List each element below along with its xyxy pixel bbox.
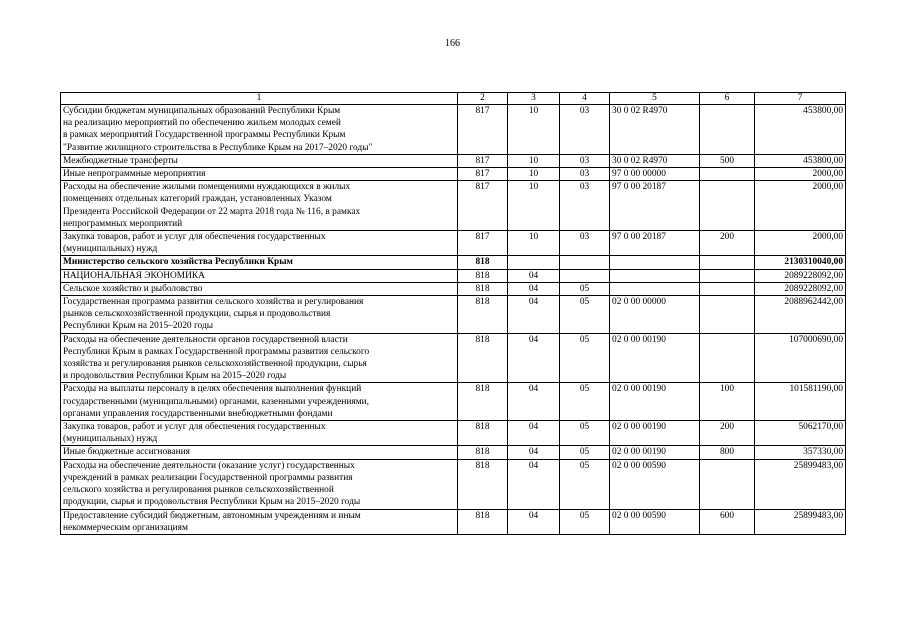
budget-table [60, 92, 846, 535]
row-expense-type-cell [700, 269, 755, 282]
row-name-cell: Предоставление субсидий бюджетным, автономным учреждениям и иным некоммерческим организациям [61, 509, 458, 534]
header-cell: 2 [458, 93, 508, 105]
row-subsection-cell: 05 [560, 296, 610, 334]
table-row [61, 509, 846, 534]
header-cell: 1 [61, 93, 458, 105]
row-target-article-cell: 97 0 00 00000 [610, 168, 700, 181]
row-amount-cell: 101581190,00 [755, 383, 846, 421]
row-subsection-cell: 05 [560, 509, 610, 534]
table-row [61, 421, 846, 446]
row-target-article-cell: 02 0 00 00590 [610, 459, 700, 509]
row-grbs-cell: 817 [458, 105, 508, 155]
row-amount-cell: 453800,00 [755, 105, 846, 155]
row-name-cell: Расходы на обеспечение жилыми помещениями нуждающихся в жилых помещениях отдельных категорий граждан, установленных Указом Президента Российской Федерации от 22 марта 2018 года № 116, в рамках непрограммных мероприятий [61, 181, 458, 231]
row-expense-type-cell: 200 [700, 231, 755, 256]
row-section-cell: 10 [508, 168, 560, 181]
row-grbs-cell: 818 [458, 256, 508, 269]
row-expense-type-cell [700, 105, 755, 155]
header-cell: 7 [755, 93, 846, 105]
row-expense-type-cell: 600 [700, 509, 755, 534]
row-amount-cell: 2000,00 [755, 181, 846, 231]
row-subsection-cell [560, 269, 610, 282]
row-grbs-cell: 818 [458, 421, 508, 446]
row-expense-type-cell [700, 181, 755, 231]
row-target-article-cell: 30 0 02 R4970 [610, 154, 700, 167]
row-subsection-cell: 05 [560, 421, 610, 446]
row-amount-cell: 5062170,00 [755, 421, 846, 446]
row-section-cell: 04 [508, 509, 560, 534]
row-subsection-cell: 05 [560, 333, 610, 383]
row-section-cell: 04 [508, 459, 560, 509]
row-expense-type-cell: 800 [700, 446, 755, 459]
row-target-article-cell: 97 0 00 20187 [610, 231, 700, 256]
row-amount-cell: 25899483,00 [755, 459, 846, 509]
row-expense-type-cell [700, 256, 755, 269]
table-row [61, 168, 846, 181]
row-target-article-cell: 02 0 00 00190 [610, 446, 700, 459]
row-grbs-cell: 818 [458, 509, 508, 534]
row-name-cell: Сельское хозяйство и рыболовство [61, 282, 458, 295]
table-row [61, 154, 846, 167]
row-subsection-cell: 03 [560, 181, 610, 231]
row-grbs-cell: 817 [458, 168, 508, 181]
row-target-article-cell [610, 282, 700, 295]
row-target-article-cell: 02 0 00 00190 [610, 421, 700, 446]
row-section-cell: 10 [508, 181, 560, 231]
row-subsection-cell: 03 [560, 231, 610, 256]
row-name-cell: НАЦИОНАЛЬНАЯ ЭКОНОМИКА [61, 269, 458, 282]
row-section-cell: 04 [508, 383, 560, 421]
row-section-cell [508, 256, 560, 269]
row-subsection-cell: 05 [560, 282, 610, 295]
row-subsection-cell: 03 [560, 105, 610, 155]
row-amount-cell: 107000690,00 [755, 333, 846, 383]
table-row [61, 231, 846, 256]
row-name-cell: Расходы на выплаты персоналу в целях обеспечения выполнения функций государственными (муниципальными) органами, казенными учреждениями, органами управления государственными внебюджетными фондами [61, 383, 458, 421]
row-name-cell: Расходы на обеспечение деятельности (оказание услуг) государственных учреждений в рамках реализации Государственной программы развития сельского хозяйства и регулирования рынков сельскохозяйственной продукции, сырья и продовольствия Республики Крым на 2015–2020 годы [61, 459, 458, 509]
row-grbs-cell: 818 [458, 296, 508, 334]
row-name-cell: Министерство сельского хозяйства Республики Крым [61, 256, 458, 269]
row-section-cell: 04 [508, 421, 560, 446]
page-number: 166 [445, 38, 460, 49]
row-grbs-cell: 818 [458, 282, 508, 295]
row-expense-type-cell [700, 282, 755, 295]
table-row [61, 105, 846, 155]
row-target-article-cell: 02 0 00 00000 [610, 296, 700, 334]
row-section-cell: 10 [508, 105, 560, 155]
row-name-cell: Иные бюджетные ассигнования [61, 446, 458, 459]
row-section-cell: 04 [508, 282, 560, 295]
row-name-cell: Закупка товаров, работ и услуг для обеспечения государственных (муниципальных) нужд [61, 421, 458, 446]
row-amount-cell: 2000,00 [755, 231, 846, 256]
row-amount-cell: 2130310040,00 [755, 256, 846, 269]
row-subsection-cell: 05 [560, 459, 610, 509]
row-amount-cell: 2089228092,00 [755, 282, 846, 295]
header-row [61, 93, 846, 105]
table-header [61, 93, 846, 105]
table-row [61, 181, 846, 231]
row-expense-type-cell [700, 459, 755, 509]
row-expense-type-cell [700, 168, 755, 181]
row-name-cell: Субсидии бюджетам муниципальных образований Республики Крым на реализацию мероприятий по обеспечению жильем молодых семей в рамках мероприятий Государственной программы Республики Крым "Развитие жилищного строительства в Республике Крым на 2017–2020 годы" [61, 105, 458, 155]
row-grbs-cell: 818 [458, 269, 508, 282]
row-target-article-cell: 30 0 02 R4970 [610, 105, 700, 155]
header-cell: 4 [560, 93, 610, 105]
table-row [61, 333, 846, 383]
row-expense-type-cell [700, 296, 755, 334]
row-name-cell: Иные непрограммные мероприятия [61, 168, 458, 181]
row-expense-type-cell: 500 [700, 154, 755, 167]
row-grbs-cell: 818 [458, 459, 508, 509]
row-section-cell: 04 [508, 296, 560, 334]
row-amount-cell: 453800,00 [755, 154, 846, 167]
row-amount-cell: 2089228092,00 [755, 269, 846, 282]
row-amount-cell: 2000,00 [755, 168, 846, 181]
row-subsection-cell: 05 [560, 383, 610, 421]
row-target-article-cell [610, 256, 700, 269]
row-target-article-cell: 02 0 00 00590 [610, 509, 700, 534]
row-section-cell: 04 [508, 333, 560, 383]
table-row [61, 296, 846, 334]
row-grbs-cell: 817 [458, 154, 508, 167]
row-grbs-cell: 818 [458, 446, 508, 459]
table-row [61, 446, 846, 459]
row-target-article-cell: 02 0 00 00190 [610, 383, 700, 421]
row-name-cell: Закупка товаров, работ и услуг для обеспечения государственных (муниципальных) нужд [61, 231, 458, 256]
row-subsection-cell: 03 [560, 154, 610, 167]
row-subsection-cell [560, 256, 610, 269]
row-grbs-cell: 818 [458, 333, 508, 383]
row-name-cell: Государственная программа развития сельского хозяйства и регулирования рынков сельскохозяйственной продукции, сырья и продовольствия Республики Крым на 2015–2020 годы [61, 296, 458, 334]
row-amount-cell: 357330,00 [755, 446, 846, 459]
row-target-article-cell: 02 0 00 00190 [610, 333, 700, 383]
row-expense-type-cell: 200 [700, 421, 755, 446]
row-grbs-cell: 817 [458, 231, 508, 256]
row-grbs-cell: 817 [458, 181, 508, 231]
row-expense-type-cell [700, 333, 755, 383]
table-row [61, 282, 846, 295]
row-section-cell: 10 [508, 231, 560, 256]
row-target-article-cell [610, 269, 700, 282]
table-row [61, 256, 846, 269]
row-section-cell: 10 [508, 154, 560, 167]
header-cell: 3 [508, 93, 560, 105]
row-section-cell: 04 [508, 269, 560, 282]
row-target-article-cell: 97 0 00 20187 [610, 181, 700, 231]
header-cell: 6 [700, 93, 755, 105]
table-row [61, 459, 846, 509]
row-section-cell: 04 [508, 446, 560, 459]
row-name-cell: Расходы на обеспечение деятельности органов государственной власти Республики Крым в рамках Государственной программы развития сельского хозяйства и регулирования рынков сельскохозяйственной продукции, сырья и продовольствия Республики Крым на 2015–2020 годы [61, 333, 458, 383]
row-subsection-cell: 03 [560, 168, 610, 181]
row-expense-type-cell: 100 [700, 383, 755, 421]
table-body [61, 105, 846, 535]
header-cell: 5 [610, 93, 700, 105]
table-row [61, 269, 846, 282]
row-grbs-cell: 818 [458, 383, 508, 421]
row-name-cell: Межбюджетные трансферты [61, 154, 458, 167]
row-subsection-cell: 05 [560, 446, 610, 459]
row-amount-cell: 25899483,00 [755, 509, 846, 534]
table-row [61, 383, 846, 421]
row-amount-cell: 2088962442,00 [755, 296, 846, 334]
